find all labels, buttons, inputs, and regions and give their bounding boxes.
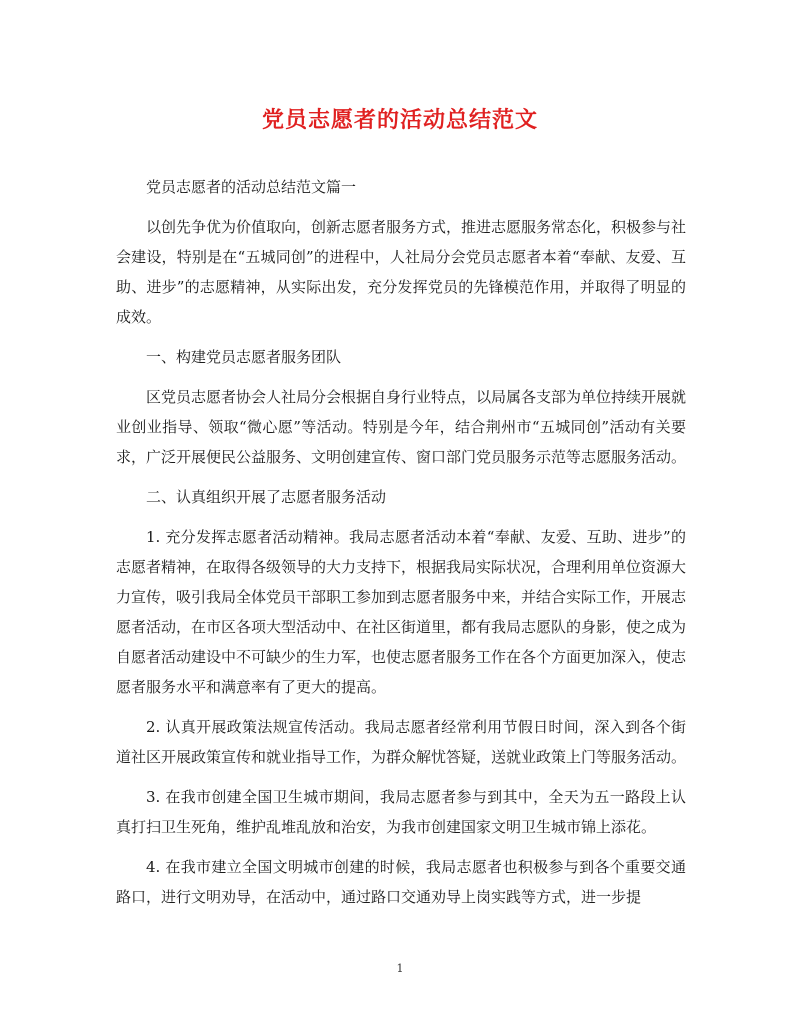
body-paragraph: 4. 在我市建立全国文明城市创建的时候，我局志愿者也积极参与到各个重要交通路口，进行文明劝导，在活动中，通过路口交通劝导上岗实践等方式，进一步提 (116, 858, 686, 906)
body-paragraph: 3. 在我市创建全国卫生城市期间，我局志愿者参与到其中，全天为五一路段上认真打扫卫生死角，维护乱堆乱放和治安，为我市创建国家文明卫生城市锦上添花。 (116, 788, 686, 836)
section-heading: 一、构建党员志愿者服务团队 (146, 348, 342, 366)
document-body (116, 172, 686, 922)
body-paragraph: 区党员志愿者协会人社局分会根据自身行业特点，以局属各支部为单位持续开展就业创业指导、领取“微心愿”等活动。特别是今年，结合荆州市“五城同创”活动有关要求，广泛开展便民公益服务、文明创建宣传、窗口部门党员服务示范等志愿服务活动。 (116, 388, 687, 466)
body-paragraph: 以创先争优为价值取向，创新志愿者服务方式，推进志愿服务常态化，积极参与社会建设，特别是在“五城同创”的进程中，人社局分会党员志愿者本着“奉献、友爱、互助、进步”的志愿精神，从实际出发，充分发挥党员的先锋模范作用，并取得了明显的成效。 (116, 218, 687, 326)
document-title: 党员志愿者的活动总结范文 (261, 107, 538, 133)
section-heading: 二、认真组织开展了志愿者服务活动 (146, 488, 387, 506)
body-paragraph: 2. 认真开展政策法规宣传活动。我局志愿者经常利用节假日时间，深入到各个街道社区开展政策宣传和就业指导工作，为群众解忧答疑，送就业政策上门等服务活动。 (116, 718, 687, 766)
section-subtitle: 党员志愿者的活动总结范文篇一 (146, 178, 357, 196)
page-number: 1 (396, 962, 404, 975)
body-paragraph: 1. 充分发挥志愿者活动精神。我局志愿者活动本着“奉献、友爱、互助、进步”的志愿者精神，在取得各级领导的大力支持下，根据我局实际状况，合理利用单位资源大力宣传，吸引我局全体党员干部职工参加到志愿者服务中来，并结合实际工作，开展志愿者活动，在市区各项大型活动中、在社区街道里，都有我局志愿队的身影，使之成为自愿者活动建设中不可缺少的生力军，也使志愿者服务工作在各个方面更加深入，使志愿者服务水平和满意率有了更大的提高。 (116, 528, 687, 696)
